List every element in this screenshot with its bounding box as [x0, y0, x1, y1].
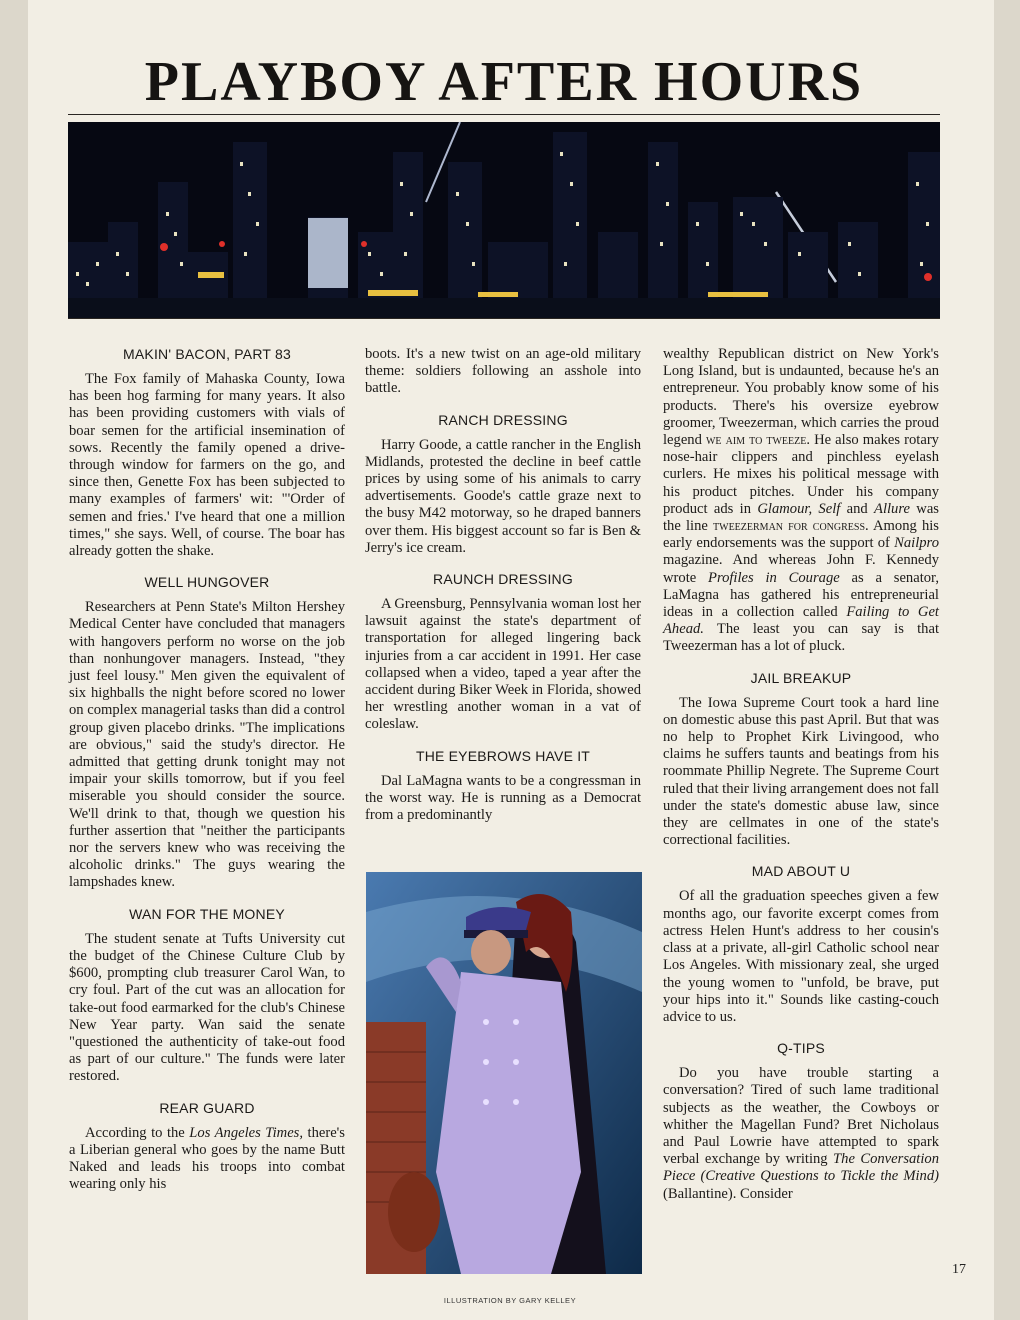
page-title: PLAYBOY AFTER HOURS: [144, 51, 864, 113]
section-body-continued: boots. It's a new twist on an age-old military theme: soldiers following an asshole into battle.: [365, 346, 641, 397]
illustration-credit: ILLUSTRATION BY GARY KELLEY: [443, 1296, 577, 1305]
section-body: The Iowa Supreme Court took a hard line on domestic abuse this past April. But that was no help to Prophet Kirk Livingood, who claims he suffers taunts and beatings from his roommate Phillip Negrete. The Supreme Court ruled that their living arrangement does not fall under the state's domestic abuse law, since they are cellmates in one of the state's correctional facilities.: [663, 694, 939, 849]
body-text: He also makes rotary nose-hair clippers and pinchless eyelash curlers. He mixes his political message with his product pitches. Under his company product ads in: [663, 432, 939, 517]
body-text: wealthy Republican district on New York's Long Island, but is undaunted, because he's an entrepreneur. You probably know some of his products. There's his oversize eyebrow groomer, Tweezerman, which carries the proud legend: [663, 346, 939, 449]
section-body: Harry Goode, a cattle rancher in the English Midlands, protested the decline in beef cattle prices by using some of his animals to carry advertisements. Goode's cattle graze next to the busy M42 motorway, so he draped banners over them. His biggest account so far is Ben & Jerry's ice cream.: [365, 436, 641, 556]
page-edge: [994, 0, 1020, 1320]
section-heading: MAKIN' BACON, PART 83: [123, 346, 291, 362]
banner-rule: [68, 318, 940, 319]
small-caps-text: we aim to tweeze.: [705, 432, 810, 449]
section-body: A Greensburg, Pennsylvania woman lost her lawsuit against the state's department of transportation for alleged lingering back injuries from a car accident in 1991. Her case collapsed when a video, taped a year after the accident during Biker Week in Florida, showed her wrestling another woman in a vat of coleslaw.: [365, 596, 641, 733]
city-skyline-illustration: [68, 122, 940, 318]
section-body: Dal LaMagna wants to be a congressman in the worst way. He is running as a Democrat from a predominantly: [365, 772, 641, 824]
section-heading: JAIL BREAKUP: [750, 669, 852, 686]
section-heading: WELL HUNGOVER: [144, 574, 270, 591]
section-body: [663, 1065, 939, 1203]
body-text: (Ballantine). Consider: [663, 1185, 793, 1202]
section-body: The student senate at Tufts University cut the budget of the Chinese Culture Club by $600, prompting club treasurer Carol Wan, to cry foul. Part of the cut was an allocation for take-out food earmarked for the club's Chinese New Year party. Wan said the senate "questioned the authenticity of take-out food as part of our culture." The funds were later restored.: [69, 930, 345, 1085]
small-caps-text: tweezerman for congress.: [713, 518, 869, 535]
body-text: magazine. And whereas John F. Kennedy wrote: [663, 552, 939, 586]
page-number: 17: [952, 1262, 966, 1277]
book-title: Profiles in Courage: [708, 569, 840, 586]
section-body: Of all the graduation speeches given a few months ago, our favorite excerpt comes from actress Helen Hunt's address to her cousin's class at a private, all-girl Catholic school near Los Angeles. With missionary zeal, she urged the young women to "unfold, be brave, put your hips into it." Sounds like casting-couch advice to us.: [663, 888, 939, 1025]
publication-title: Glamour, Self: [757, 500, 841, 517]
section-heading: WAN FOR THE MONEY: [129, 905, 285, 922]
column-1: [69, 346, 345, 1193]
section-body: Researchers at Penn State's Milton Hershey Medical Center have concluded that managers with hangovers perform no worse on the job than nonhungover managers. Instead, "they just feel lousy." Men given the equivalent of six highballs the night before scored no lower on complex managerial tasks than did a control group given placebo drinks. "The implications are obvious," said the study's director. He admitted that getting drunk tonight may not impair your skills tomorrow, but if you feel miserable you should consider the source. We'll drink to that, though we question his further assertion that "neither the participants nor the servers knew who was receiving the alcoholic drinks." The guys wearing the lampshades knew.: [69, 599, 345, 891]
body-text: According to the: [85, 1124, 190, 1141]
column-2: [365, 346, 641, 824]
skyline-svg: [68, 122, 940, 318]
illustration-svg: [366, 872, 642, 1274]
body-text: and: [840, 500, 875, 517]
body-text: Among his early endorsements was the support of: [663, 518, 939, 552]
publication-title: Los Angeles Times,: [189, 1124, 304, 1141]
section-heading: REAR GUARD: [159, 1099, 255, 1116]
section-body: The Fox family of Mahaska County, Iowa has been hog farming for many years. It also has been providing customers with vials of boar semen for the artificial insemination of sows. Recently the family opened a drive-through window for farmers on the go, and since then, Genette Fox has been subjected to many examples of farmers' wit: "'Order of semen and fries.' I've heard that one a million times," she says. Well, of course. The boar has already gotten the shake.: [69, 371, 345, 560]
publication-title: Nailpro: [894, 535, 939, 552]
section-heading: RANCH DRESSING: [438, 411, 568, 428]
book-title: The Conversation Piece (Creative Questions to Tickle the Mind): [663, 1151, 939, 1185]
publication-title: Allure: [874, 500, 910, 517]
section-body: [69, 1125, 345, 1194]
section-heading: MAD ABOUT U: [751, 863, 851, 880]
body-text: was the line: [663, 500, 939, 535]
section-heading: THE EYEBROWS HAVE IT: [415, 747, 591, 764]
title-rule: [68, 114, 940, 115]
uniformed-man-illustration: [366, 872, 642, 1274]
body-text: Do you have trouble starting a conversation? Tired of such lame traditional subjects as the weather, the Cowboys or whither the Magellan Fund? Bret Nicholaus and Paul Lowrie have attempted to spark verbal exchange by writing: [663, 1065, 939, 1168]
body-text: The least you can say is that Tweezerman has a lot of pluck.: [663, 621, 939, 655]
column-3: [663, 346, 939, 1203]
body-text: as a senator, LaMagna has gathered his entrepreneurial ideas in a collection called: [663, 569, 939, 621]
body-text: there's a Liberian general who goes by the name Butt Naked and leads his troops into combat wearing only his: [69, 1124, 345, 1193]
section-body-continued: [663, 346, 939, 656]
section-heading: Q-TIPS: [777, 1040, 825, 1057]
section-heading: RAUNCH DRESSING: [433, 571, 573, 588]
page-edge: [0, 0, 28, 1320]
book-title: Failing to Get Ahead.: [663, 604, 939, 638]
